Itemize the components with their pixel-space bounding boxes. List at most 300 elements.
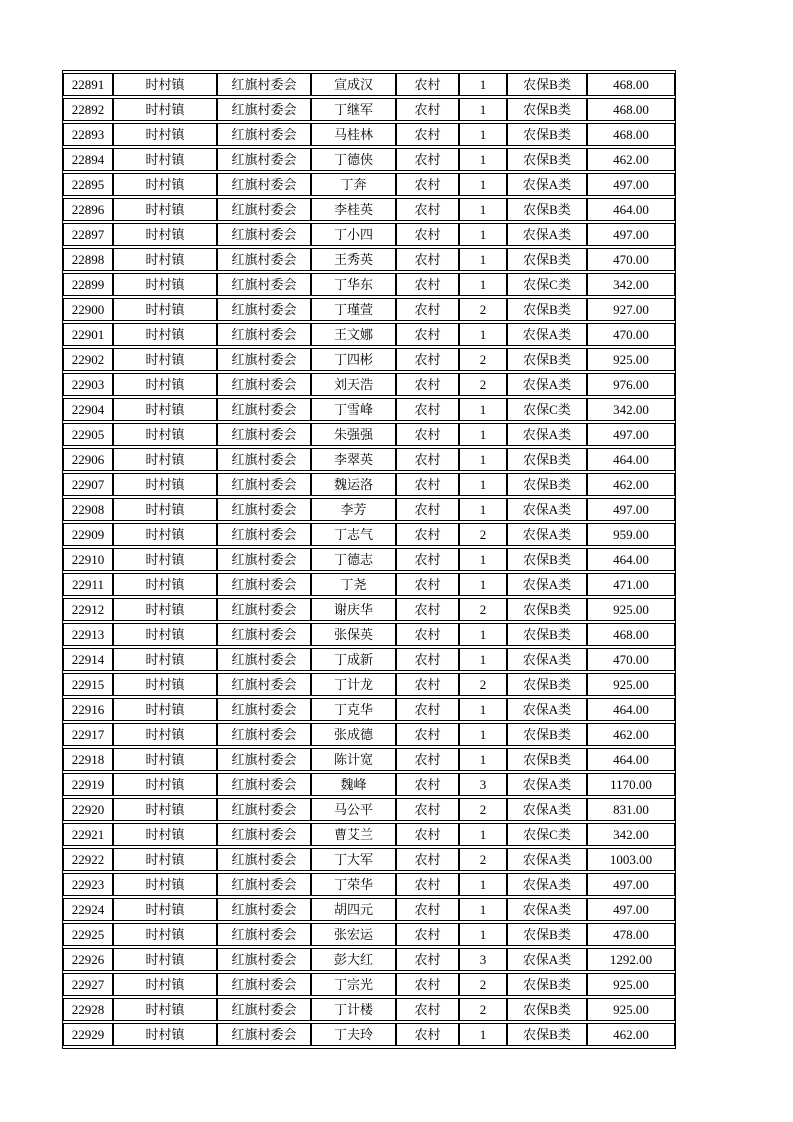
cell-town: 时村镇 (113, 123, 217, 146)
cell-village-committee: 红旗村委会 (217, 548, 311, 571)
cell-town: 时村镇 (113, 248, 217, 271)
cell-person-count: 1 (459, 723, 507, 746)
cell-serial-number: 22903 (63, 373, 113, 396)
cell-person-count: 1 (459, 148, 507, 171)
table-row (63, 998, 675, 1021)
cell-person-name: 丁夫玲 (311, 1023, 396, 1046)
payment-table (62, 70, 676, 1049)
cell-person-count: 1 (459, 698, 507, 721)
cell-amount: 470.00 (587, 648, 675, 671)
table-row (63, 123, 675, 146)
cell-insurance-category: 农保B类 (507, 123, 587, 146)
cell-person-name: 魏运洛 (311, 473, 396, 496)
cell-amount: 925.00 (587, 973, 675, 996)
cell-village-committee: 红旗村委会 (217, 223, 311, 246)
cell-village-committee: 红旗村委会 (217, 198, 311, 221)
cell-town: 时村镇 (113, 348, 217, 371)
cell-amount: 468.00 (587, 98, 675, 121)
cell-insurance-category: 农保A类 (507, 773, 587, 796)
cell-amount: 462.00 (587, 1023, 675, 1046)
cell-person-count: 1 (459, 448, 507, 471)
cell-person-count: 3 (459, 773, 507, 796)
cell-residence-type: 农村 (396, 323, 459, 346)
cell-town: 时村镇 (113, 748, 217, 771)
payment-table-grid (63, 71, 675, 1048)
cell-residence-type: 农村 (396, 623, 459, 646)
cell-amount: 925.00 (587, 998, 675, 1021)
cell-amount: 468.00 (587, 623, 675, 646)
cell-residence-type: 农村 (396, 173, 459, 196)
table-row (63, 523, 675, 546)
cell-person-name: 朱强强 (311, 423, 396, 446)
cell-residence-type: 农村 (396, 748, 459, 771)
cell-person-count: 2 (459, 673, 507, 696)
cell-insurance-category: 农保B类 (507, 998, 587, 1021)
cell-village-committee: 红旗村委会 (217, 273, 311, 296)
cell-insurance-category: 农保B类 (507, 623, 587, 646)
cell-town: 时村镇 (113, 548, 217, 571)
cell-amount: 497.00 (587, 873, 675, 896)
cell-person-name: 彭大红 (311, 948, 396, 971)
cell-serial-number: 22921 (63, 823, 113, 846)
table-row (63, 873, 675, 896)
cell-person-count: 2 (459, 373, 507, 396)
cell-insurance-category: 农保A类 (507, 423, 587, 446)
cell-serial-number: 22912 (63, 598, 113, 621)
table-row (63, 573, 675, 596)
cell-serial-number: 22925 (63, 923, 113, 946)
cell-town: 时村镇 (113, 298, 217, 321)
cell-village-committee: 红旗村委会 (217, 748, 311, 771)
cell-residence-type: 农村 (396, 923, 459, 946)
cell-person-name: 张保英 (311, 623, 396, 646)
cell-person-count: 2 (459, 598, 507, 621)
cell-serial-number: 22901 (63, 323, 113, 346)
cell-town: 时村镇 (113, 598, 217, 621)
cell-insurance-category: 农保B类 (507, 973, 587, 996)
cell-amount: 464.00 (587, 698, 675, 721)
cell-serial-number: 22900 (63, 298, 113, 321)
cell-serial-number: 22926 (63, 948, 113, 971)
cell-person-name: 丁小四 (311, 223, 396, 246)
cell-residence-type: 农村 (396, 248, 459, 271)
cell-person-count: 1 (459, 548, 507, 571)
cell-village-committee: 红旗村委会 (217, 498, 311, 521)
cell-serial-number: 22896 (63, 198, 113, 221)
table-row (63, 548, 675, 571)
cell-serial-number: 22908 (63, 498, 113, 521)
cell-person-count: 2 (459, 798, 507, 821)
cell-town: 时村镇 (113, 273, 217, 296)
cell-person-count: 2 (459, 348, 507, 371)
cell-amount: 470.00 (587, 323, 675, 346)
cell-residence-type: 农村 (396, 423, 459, 446)
table-row (63, 198, 675, 221)
cell-person-count: 2 (459, 848, 507, 871)
cell-person-count: 1 (459, 123, 507, 146)
cell-serial-number: 22924 (63, 898, 113, 921)
table-row (63, 273, 675, 296)
cell-person-name: 丁四彬 (311, 348, 396, 371)
cell-amount: 1292.00 (587, 948, 675, 971)
cell-insurance-category: 农保A类 (507, 948, 587, 971)
cell-serial-number: 22920 (63, 798, 113, 821)
cell-insurance-category: 农保A类 (507, 523, 587, 546)
cell-village-committee: 红旗村委会 (217, 373, 311, 396)
cell-village-committee: 红旗村委会 (217, 123, 311, 146)
cell-village-committee: 红旗村委会 (217, 998, 311, 1021)
cell-serial-number: 22915 (63, 673, 113, 696)
cell-insurance-category: 农保A类 (507, 648, 587, 671)
cell-insurance-category: 农保A类 (507, 323, 587, 346)
cell-person-name: 王文娜 (311, 323, 396, 346)
cell-insurance-category: 农保B类 (507, 98, 587, 121)
cell-village-committee: 红旗村委会 (217, 523, 311, 546)
cell-village-committee: 红旗村委会 (217, 173, 311, 196)
cell-serial-number: 22893 (63, 123, 113, 146)
cell-amount: 497.00 (587, 498, 675, 521)
cell-town: 时村镇 (113, 873, 217, 896)
cell-insurance-category: 农保A类 (507, 798, 587, 821)
cell-residence-type: 农村 (396, 123, 459, 146)
cell-person-name: 魏峰 (311, 773, 396, 796)
cell-amount: 464.00 (587, 548, 675, 571)
cell-amount: 464.00 (587, 198, 675, 221)
cell-person-count: 1 (459, 398, 507, 421)
cell-town: 时村镇 (113, 973, 217, 996)
cell-insurance-category: 农保B类 (507, 598, 587, 621)
cell-village-committee: 红旗村委会 (217, 673, 311, 696)
table-row (63, 73, 675, 96)
cell-serial-number: 22906 (63, 448, 113, 471)
cell-serial-number: 22907 (63, 473, 113, 496)
cell-residence-type: 农村 (396, 948, 459, 971)
cell-town: 时村镇 (113, 498, 217, 521)
cell-person-name: 马桂林 (311, 123, 396, 146)
cell-person-count: 1 (459, 173, 507, 196)
cell-person-count: 2 (459, 298, 507, 321)
cell-person-count: 3 (459, 948, 507, 971)
cell-insurance-category: 农保B类 (507, 473, 587, 496)
cell-village-committee: 红旗村委会 (217, 73, 311, 96)
cell-person-name: 李翠英 (311, 448, 396, 471)
cell-insurance-category: 农保A类 (507, 173, 587, 196)
cell-amount: 342.00 (587, 273, 675, 296)
cell-residence-type: 农村 (396, 673, 459, 696)
cell-serial-number: 22916 (63, 698, 113, 721)
cell-person-name: 谢庆华 (311, 598, 396, 621)
cell-residence-type: 农村 (396, 998, 459, 1021)
cell-residence-type: 农村 (396, 348, 459, 371)
cell-serial-number: 22918 (63, 748, 113, 771)
table-row (63, 148, 675, 171)
cell-person-name: 刘天浩 (311, 373, 396, 396)
cell-town: 时村镇 (113, 523, 217, 546)
cell-person-count: 1 (459, 573, 507, 596)
cell-town: 时村镇 (113, 773, 217, 796)
cell-person-name: 陈计宽 (311, 748, 396, 771)
cell-residence-type: 农村 (396, 523, 459, 546)
cell-town: 时村镇 (113, 223, 217, 246)
cell-residence-type: 农村 (396, 273, 459, 296)
cell-amount: 976.00 (587, 373, 675, 396)
cell-person-name: 马公平 (311, 798, 396, 821)
cell-village-committee: 红旗村委会 (217, 848, 311, 871)
cell-residence-type: 农村 (396, 798, 459, 821)
cell-village-committee: 红旗村委会 (217, 298, 311, 321)
cell-person-name: 王秀英 (311, 248, 396, 271)
cell-residence-type: 农村 (396, 98, 459, 121)
cell-serial-number: 22894 (63, 148, 113, 171)
cell-amount: 497.00 (587, 223, 675, 246)
cell-amount: 464.00 (587, 448, 675, 471)
cell-village-committee: 红旗村委会 (217, 973, 311, 996)
cell-amount: 959.00 (587, 523, 675, 546)
cell-amount: 342.00 (587, 398, 675, 421)
cell-person-count: 1 (459, 198, 507, 221)
cell-residence-type: 农村 (396, 1023, 459, 1046)
cell-insurance-category: 农保A类 (507, 373, 587, 396)
cell-serial-number: 22895 (63, 173, 113, 196)
cell-village-committee: 红旗村委会 (217, 898, 311, 921)
cell-serial-number: 22905 (63, 423, 113, 446)
cell-person-count: 1 (459, 748, 507, 771)
cell-village-committee: 红旗村委会 (217, 698, 311, 721)
table-row (63, 323, 675, 346)
cell-village-committee: 红旗村委会 (217, 798, 311, 821)
table-body (63, 73, 675, 1046)
cell-insurance-category: 农保B类 (507, 73, 587, 96)
cell-amount: 462.00 (587, 148, 675, 171)
table-row (63, 923, 675, 946)
cell-town: 时村镇 (113, 698, 217, 721)
cell-serial-number: 22919 (63, 773, 113, 796)
cell-insurance-category: 农保A类 (507, 898, 587, 921)
cell-amount: 470.00 (587, 248, 675, 271)
cell-town: 时村镇 (113, 948, 217, 971)
cell-serial-number: 22928 (63, 998, 113, 1021)
cell-serial-number: 22914 (63, 648, 113, 671)
cell-person-name: 张成德 (311, 723, 396, 746)
cell-amount: 925.00 (587, 348, 675, 371)
cell-insurance-category: 农保B类 (507, 448, 587, 471)
table-row (63, 948, 675, 971)
cell-insurance-category: 农保C类 (507, 398, 587, 421)
cell-insurance-category: 农保B类 (507, 298, 587, 321)
cell-serial-number: 22910 (63, 548, 113, 571)
cell-amount: 478.00 (587, 923, 675, 946)
cell-serial-number: 22892 (63, 98, 113, 121)
cell-person-count: 1 (459, 98, 507, 121)
cell-town: 时村镇 (113, 673, 217, 696)
table-row (63, 98, 675, 121)
cell-person-count: 1 (459, 648, 507, 671)
cell-residence-type: 农村 (396, 773, 459, 796)
cell-person-name: 丁荣华 (311, 873, 396, 896)
table-row (63, 723, 675, 746)
cell-serial-number: 22927 (63, 973, 113, 996)
cell-village-committee: 红旗村委会 (217, 598, 311, 621)
cell-person-count: 1 (459, 73, 507, 96)
cell-residence-type: 农村 (396, 598, 459, 621)
cell-residence-type: 农村 (396, 198, 459, 221)
cell-person-count: 1 (459, 1023, 507, 1046)
cell-insurance-category: 农保B类 (507, 1023, 587, 1046)
cell-person-name: 丁志气 (311, 523, 396, 546)
cell-residence-type: 农村 (396, 448, 459, 471)
cell-town: 时村镇 (113, 173, 217, 196)
cell-residence-type: 农村 (396, 498, 459, 521)
cell-village-committee: 红旗村委会 (217, 423, 311, 446)
cell-residence-type: 农村 (396, 73, 459, 96)
cell-serial-number: 22913 (63, 623, 113, 646)
cell-serial-number: 22917 (63, 723, 113, 746)
cell-town: 时村镇 (113, 148, 217, 171)
table-row (63, 398, 675, 421)
cell-village-committee: 红旗村委会 (217, 98, 311, 121)
cell-person-name: 丁计楼 (311, 998, 396, 1021)
cell-town: 时村镇 (113, 798, 217, 821)
cell-person-name: 丁尧 (311, 573, 396, 596)
cell-residence-type: 农村 (396, 873, 459, 896)
cell-residence-type: 农村 (396, 473, 459, 496)
cell-amount: 468.00 (587, 73, 675, 96)
cell-person-name: 丁成新 (311, 648, 396, 671)
cell-residence-type: 农村 (396, 223, 459, 246)
cell-insurance-category: 农保B类 (507, 548, 587, 571)
cell-town: 时村镇 (113, 323, 217, 346)
cell-serial-number: 22929 (63, 1023, 113, 1046)
cell-village-committee: 红旗村委会 (217, 623, 311, 646)
cell-village-committee: 红旗村委会 (217, 323, 311, 346)
cell-person-name: 李桂英 (311, 198, 396, 221)
cell-residence-type: 农村 (396, 648, 459, 671)
cell-serial-number: 22909 (63, 523, 113, 546)
cell-town: 时村镇 (113, 98, 217, 121)
table-row (63, 798, 675, 821)
cell-insurance-category: 农保A类 (507, 873, 587, 896)
cell-residence-type: 农村 (396, 298, 459, 321)
table-row (63, 173, 675, 196)
table-row (63, 648, 675, 671)
cell-residence-type: 农村 (396, 373, 459, 396)
cell-person-count: 1 (459, 273, 507, 296)
cell-residence-type: 农村 (396, 698, 459, 721)
cell-serial-number: 22923 (63, 873, 113, 896)
cell-residence-type: 农村 (396, 548, 459, 571)
cell-insurance-category: 农保B类 (507, 673, 587, 696)
cell-village-committee: 红旗村委会 (217, 448, 311, 471)
cell-serial-number: 22891 (63, 73, 113, 96)
table-row (63, 673, 675, 696)
cell-person-name: 宣成汉 (311, 73, 396, 96)
cell-person-count: 1 (459, 323, 507, 346)
cell-village-committee: 红旗村委会 (217, 348, 311, 371)
cell-person-name: 丁瑾萱 (311, 298, 396, 321)
cell-serial-number: 22911 (63, 573, 113, 596)
cell-person-count: 1 (459, 623, 507, 646)
cell-person-count: 1 (459, 473, 507, 496)
cell-insurance-category: 农保A类 (507, 573, 587, 596)
cell-serial-number: 22904 (63, 398, 113, 421)
cell-amount: 464.00 (587, 748, 675, 771)
cell-village-committee: 红旗村委会 (217, 723, 311, 746)
cell-town: 时村镇 (113, 73, 217, 96)
cell-person-name: 丁继军 (311, 98, 396, 121)
cell-amount: 1170.00 (587, 773, 675, 796)
cell-person-count: 1 (459, 923, 507, 946)
cell-amount: 927.00 (587, 298, 675, 321)
cell-person-count: 1 (459, 223, 507, 246)
cell-amount: 468.00 (587, 123, 675, 146)
cell-amount: 497.00 (587, 898, 675, 921)
cell-person-count: 1 (459, 498, 507, 521)
cell-village-committee: 红旗村委会 (217, 473, 311, 496)
table-row (63, 848, 675, 871)
cell-serial-number: 22902 (63, 348, 113, 371)
cell-residence-type: 农村 (396, 573, 459, 596)
cell-amount: 925.00 (587, 598, 675, 621)
cell-village-committee: 红旗村委会 (217, 873, 311, 896)
cell-town: 时村镇 (113, 1023, 217, 1046)
cell-person-count: 2 (459, 973, 507, 996)
cell-residence-type: 农村 (396, 823, 459, 846)
cell-insurance-category: 农保B类 (507, 348, 587, 371)
cell-insurance-category: 农保B类 (507, 198, 587, 221)
cell-amount: 342.00 (587, 823, 675, 846)
table-row (63, 498, 675, 521)
cell-person-count: 1 (459, 248, 507, 271)
table-row (63, 898, 675, 921)
cell-person-name: 丁克华 (311, 698, 396, 721)
cell-person-name: 丁华东 (311, 273, 396, 296)
cell-person-name: 丁计龙 (311, 673, 396, 696)
cell-serial-number: 22922 (63, 848, 113, 871)
table-row (63, 348, 675, 371)
table-row (63, 598, 675, 621)
cell-amount: 462.00 (587, 723, 675, 746)
cell-person-name: 丁奔 (311, 173, 396, 196)
cell-town: 时村镇 (113, 998, 217, 1021)
cell-person-name: 李芳 (311, 498, 396, 521)
table-row (63, 373, 675, 396)
cell-town: 时村镇 (113, 898, 217, 921)
cell-insurance-category: 农保A类 (507, 848, 587, 871)
cell-town: 时村镇 (113, 423, 217, 446)
cell-village-committee: 红旗村委会 (217, 1023, 311, 1046)
cell-residence-type: 农村 (396, 148, 459, 171)
cell-person-name: 张宏运 (311, 923, 396, 946)
cell-amount: 1003.00 (587, 848, 675, 871)
table-row (63, 748, 675, 771)
cell-person-name: 丁大军 (311, 848, 396, 871)
cell-amount: 831.00 (587, 798, 675, 821)
cell-town: 时村镇 (113, 723, 217, 746)
cell-village-committee: 红旗村委会 (217, 823, 311, 846)
cell-town: 时村镇 (113, 373, 217, 396)
cell-amount: 462.00 (587, 473, 675, 496)
cell-person-name: 丁宗光 (311, 973, 396, 996)
table-row (63, 973, 675, 996)
cell-town: 时村镇 (113, 648, 217, 671)
cell-insurance-category: 农保A类 (507, 698, 587, 721)
cell-town: 时村镇 (113, 573, 217, 596)
cell-person-count: 1 (459, 423, 507, 446)
cell-town: 时村镇 (113, 398, 217, 421)
cell-town: 时村镇 (113, 473, 217, 496)
cell-town: 时村镇 (113, 823, 217, 846)
cell-village-committee: 红旗村委会 (217, 398, 311, 421)
